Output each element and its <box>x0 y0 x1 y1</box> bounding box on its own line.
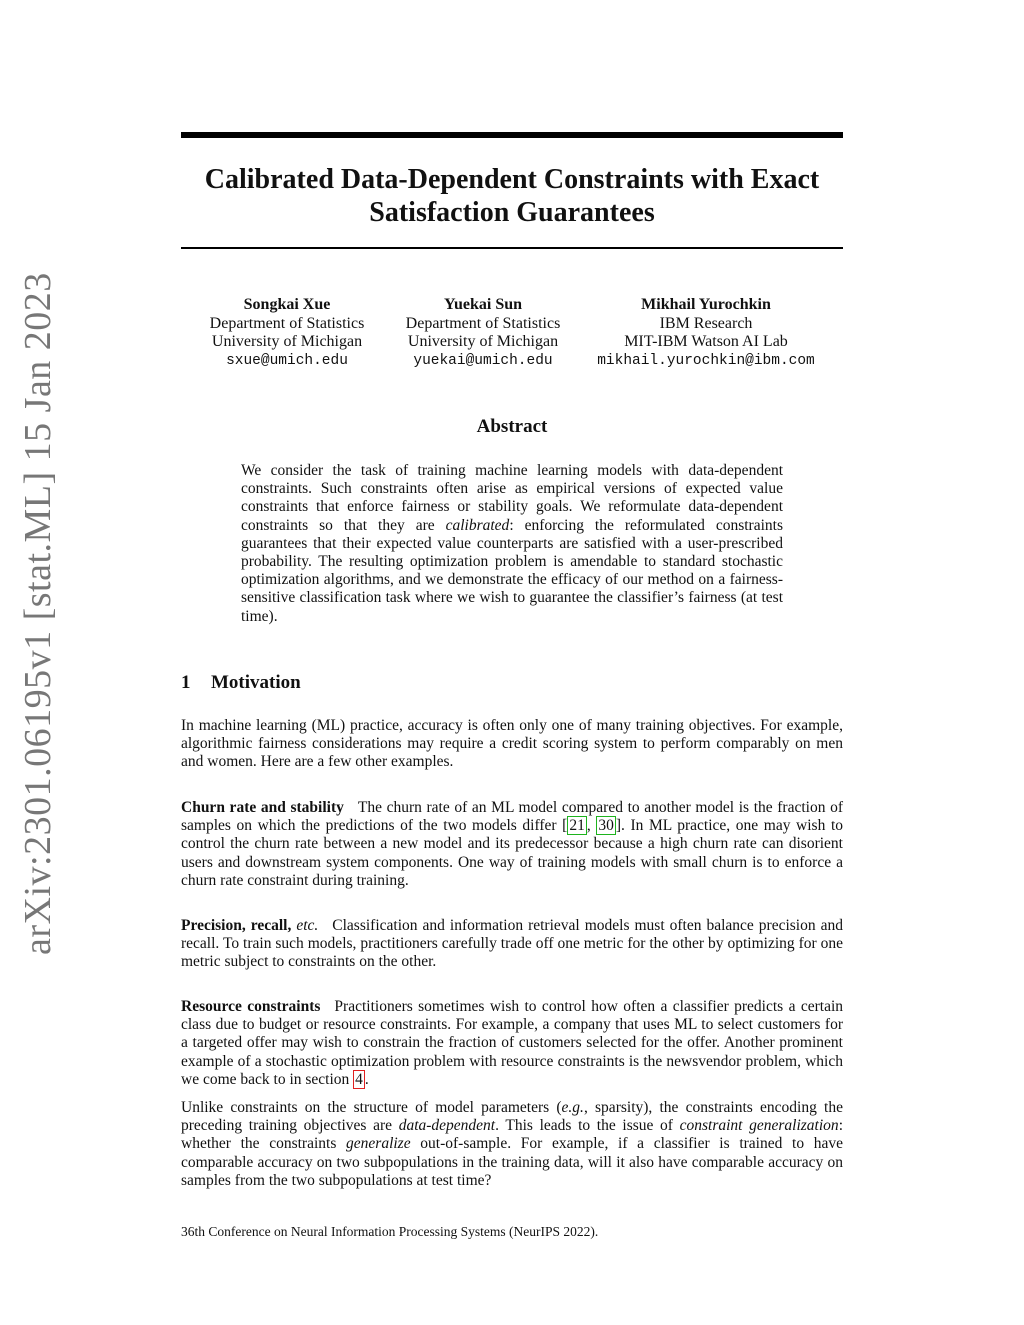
arxiv-identifier: arXiv:2301.06195v1 [stat.ML] 15 Jan 2023 <box>17 272 59 955</box>
title-bottom-rule <box>181 247 843 249</box>
paragraph-text: Classification and information retrieval models must often balance precision and recall. To train such models, practitioners carefully trade off one metric for the other by optimizing for one metric subject to constraints on the other. <box>181 917 843 971</box>
author-block <box>373 296 593 370</box>
author-email[interactable]: yuekai@umich.edu <box>413 352 553 369</box>
closing-paragraph <box>181 1099 843 1190</box>
author-affiliation: Department of Statistics <box>405 314 561 332</box>
emphasis: data-dependent <box>398 1117 496 1135</box>
paragraph-text: , sparsity), the constraints encoding the preceding training objectives are <box>181 1099 843 1135</box>
paragraph-heading: Precision, recall, <box>181 917 292 934</box>
author-email[interactable]: sxue@umich.edu <box>226 352 348 369</box>
title-top-rule <box>181 132 843 138</box>
abstract-heading: Abstract <box>476 416 548 437</box>
abstract-emphasis: calibrated <box>445 516 510 534</box>
abstract-part: : enforcing the reformulated constraints guarantees that their expected value counterparts are satisfied with a user-prescribed probability. The resulting optimization problem is amendable to standard stochastic optimization algorithms, and we demonstrate the efficacy of our method on a fairness-sensitive classification task where we wish to guarantee the classifier’s fairness (at test time). <box>241 516 783 625</box>
emphasis: generalize <box>346 1135 411 1153</box>
section-heading <box>181 672 301 694</box>
section-title: Motivation <box>211 672 301 693</box>
citation-link[interactable]: 21 <box>569 817 585 835</box>
paragraph-text: out-of-sample. For example, if a classifier is trained to have comparable accuracy on two subpopulations in the training data, will it also have comparable accuracy on samples from the two subpopulations at test time? <box>181 1135 844 1189</box>
author-affiliation: MIT-IBM Watson AI Lab <box>624 333 788 350</box>
author-affiliation: IBM Research <box>659 314 753 332</box>
author-affiliation: Department of Statistics <box>209 314 365 332</box>
paragraph-text: : whether the constraints <box>181 1117 843 1153</box>
citation-separator: , <box>586 817 597 835</box>
author-affiliation: University of Michigan <box>211 333 363 350</box>
resource-paragraph <box>181 998 843 1089</box>
author-name: Songkai Xue <box>243 296 331 313</box>
author-block <box>177 296 397 370</box>
paragraph-text: . This leads to the issue of <box>495 1117 680 1135</box>
section-number: 1 <box>181 672 191 693</box>
paragraph-text: Unlike constraints on the structure of model parameters ( <box>181 1099 562 1116</box>
conference-footnote: 36th Conference on Neural Information Processing Systems (NeurIPS 2022). <box>181 1224 599 1239</box>
title-line-1: Calibrated Data-Dependent Constraints with Exact <box>204 164 820 195</box>
citation-link[interactable]: 30 <box>598 817 614 835</box>
paragraph-text: The churn rate of an ML model compared to another model is the fraction of samples on which the predictions of the two models differ [ <box>181 799 843 835</box>
emphasis: constraint generalization <box>679 1117 839 1135</box>
author-name: Mikhail Yurochkin <box>641 296 771 313</box>
paragraph-heading-emphasis: etc. <box>296 917 319 934</box>
abstract-text <box>241 462 783 626</box>
paragraph-text: . <box>364 1070 369 1088</box>
paragraph-heading: Resource constraints <box>181 998 321 1015</box>
paragraph-text: ]. In ML practice, one may wish to control the churn rate between a new model and its predecessor because a high churn rate can disorient users and downstream system components. One way of training models with small churn is to enforce a churn rate constraint during training. <box>181 817 843 889</box>
paragraph-text: Practitioners sometimes wish to control how often a classifier predicts a certain class due to budget or resource constraints. For example, a company that uses ML to select customers for a targeted offer may wish to constrain the fraction of customers selected for the offer. Another prominent example of a stochastic optimization problem with resource constraints is the newsvendor problem, which we come back to in section <box>181 998 844 1088</box>
emphasis: e.g. <box>561 1099 584 1116</box>
author-affiliation: University of Michigan <box>407 333 559 350</box>
churn-paragraph <box>181 799 843 890</box>
author-name: Yuekai Sun <box>443 296 523 313</box>
author-email[interactable]: mikhail.yurochkin@ibm.com <box>597 352 815 369</box>
title-line-2: Satisfaction Guarantees <box>369 197 655 228</box>
precision-paragraph <box>181 917 843 972</box>
author-block <box>588 296 824 370</box>
paper-title <box>181 163 843 229</box>
abstract-part: We consider the task of training machine learning models with data-dependent constraints. Such constraints often arise as empirical versions of expected value constraints that enforce fairness or stability goals. We reformulate data-dependent constraints so that they are <box>241 462 783 534</box>
intro-paragraph: In machine learning (ML) practice, accuracy is often only one of many training objectives. For example, algorithmic fairness considerations may require a credit scoring system to perform comparably on men and women. Here are a few other examples. <box>181 717 843 771</box>
paragraph-heading: Churn rate and stability <box>181 799 344 816</box>
section-reference-link[interactable]: 4 <box>355 1070 363 1088</box>
